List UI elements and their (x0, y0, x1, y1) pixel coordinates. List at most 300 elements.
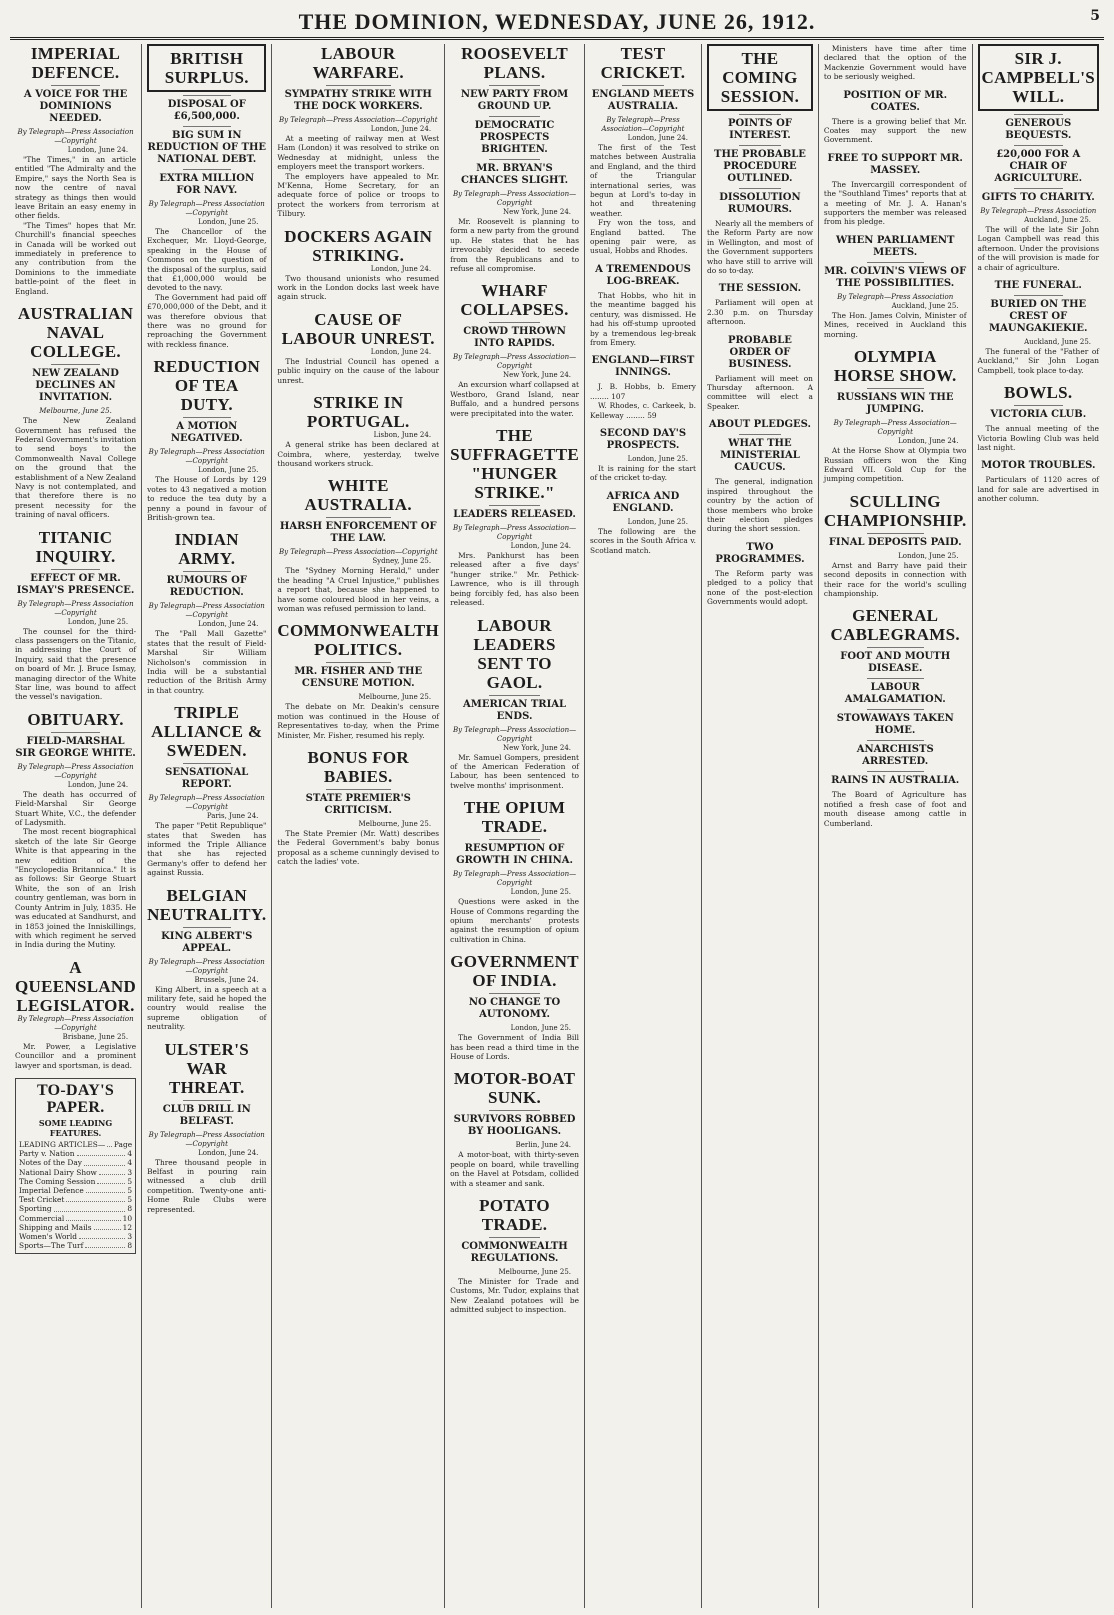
divider (183, 95, 231, 96)
article-paragraph: Mr. Power, a Legislative Councillor and a prominent lawyer and sportsman, is dead. (15, 1041, 137, 1070)
article-paragraph: Parliament will open at 2.30 p.m. on Thursday afternoon. (706, 298, 813, 327)
divider (183, 417, 231, 418)
article-paragraph: The Chancellor of the Exchequer, Mr. Lloyd-George, speaking in the House of Commons on the question of the disposal of the surplus, said that £1,000,000 would be devoted to the navy. (147, 227, 267, 293)
article (450, 426, 579, 607)
article (15, 528, 136, 702)
article-paragraph: Ministers have time after time declared that the option of the Mackenzie Government would have to be seriously weighed. (823, 44, 967, 82)
article-subhead: HARSH ENFORCEMENT OF THE LAW. (279, 521, 437, 545)
article-byline: By Telegraph—Press Association—Copyright (17, 762, 134, 780)
contents-leader (66, 1195, 125, 1202)
article-paragraph: The Board of Agriculture has notified a fresh case of foot and mouth disease among cattle in Cumberland. (823, 790, 967, 828)
article-subhead: SURVIVORS ROBBED BY HOOLIGANS. (453, 1114, 576, 1138)
article-dateline: London, June 25. (898, 551, 959, 560)
article (15, 710, 136, 950)
article (15, 958, 136, 1070)
article-paragraph: The "Pall Mall Gazette" states that the result of Field-Marshal Sir William Nicholson's commission in India will be a substantial reduction of the British Army in that country. (147, 629, 267, 695)
article-byline: By Telegraph—Press Association (980, 207, 1097, 215)
contents-item-label: Shipping and Mails (19, 1222, 92, 1232)
divider (1014, 188, 1063, 189)
article-subhead: BIG SUM IN REDUCTION OF THE NATIONAL DEBT. (147, 130, 267, 165)
article-paragraph: It is raining for the start of the cricket to-day. (590, 463, 696, 483)
divider (489, 116, 541, 117)
article (147, 357, 266, 522)
article-subhead: EXTRA MILLION FOR NAVY. (159, 173, 255, 196)
article-byline: By Telegraph—Press Association—Copyright (452, 353, 577, 371)
article-headline: BELGIAN NEUTRALITY. (147, 885, 267, 924)
masthead (10, 6, 1104, 40)
contents-item-page: 3 (127, 1167, 133, 1177)
article-subhead: CROWD THROWN INTO RAPIDS. (463, 326, 566, 350)
article-subhead: THE PROBABLE PROCEDURE OUTLINED. (714, 149, 806, 184)
article-byline: By Telegraph—Press Association—Copyright (17, 128, 134, 145)
article-headline: BRITISH SURPLUS. (147, 44, 266, 92)
article (277, 44, 439, 219)
article-dateline: Lisbon, June 24. (373, 431, 432, 440)
article-headline: AUSTRALIAN NAVAL COLLEGE. (17, 304, 134, 362)
article-subhead: SECOND DAY'S PROSPECTS. (599, 427, 687, 451)
article (277, 227, 439, 302)
article (450, 952, 579, 1061)
article-paragraph: W. Rhodes, c. Carkeek, b. Kelleway ........ 59 (590, 401, 696, 420)
contents-item (19, 1195, 132, 1204)
article-headline: THE COMING SESSION. (707, 44, 813, 111)
article (824, 606, 967, 828)
article-paragraph: A motor-boat, with thirty-seven people on board, while travelling on the Havel at Potsdam, collided with a steamer and sank. (450, 1150, 580, 1188)
article (824, 347, 967, 484)
article-paragraph: Nearly all the members of the Reform Party are now in Wellington, and most of the Government supporters who have still to arrive will do so to-day. (706, 219, 813, 276)
article-dateline: London, June 24. (370, 347, 432, 356)
article-dateline: London, June 24. (370, 125, 432, 133)
contents-item-label: LEADING ARTICLES— (19, 1139, 106, 1149)
article-headline: CAUSE OF LABOUR UNREST. (281, 309, 435, 348)
article-paragraph: The Industrial Council has opened a public inquiry on the cause of the labour unrest. (277, 356, 440, 385)
article-byline: By Telegraph—Press Association—Copyright (278, 548, 438, 557)
article-byline: By Telegraph—Press Association—Copyright (452, 190, 577, 207)
contents-item (19, 1223, 132, 1232)
article-paragraph: Questions were asked in the House of Commons regarding the opium merchants' protests against the resumption of opium cultivation in China. (450, 897, 580, 944)
contents-leader (99, 1168, 125, 1175)
contents-leader (85, 1241, 125, 1248)
divider (183, 126, 231, 127)
article (15, 44, 136, 296)
article (450, 44, 579, 273)
divider (867, 678, 924, 679)
contents-item-label: National Dairy Show (19, 1167, 97, 1177)
article-headline: INDIAN ARMY. (174, 530, 239, 569)
article-subhead: £20,000 FOR A CHAIR OF AGRICULTURE. (994, 149, 1083, 184)
contents-item (19, 1186, 132, 1195)
article-subhead: RUSSIANS WIN THE JUMPING. (836, 392, 954, 416)
article-subhead: KING ALBERT'S APPEAL. (161, 930, 253, 954)
article-paragraph: King Albert, in a speech at a military fete, said he hoped the country would realise the supreme obligation of neutrality. (147, 984, 267, 1032)
article-subhead: CLUB DRILL IN BELFAST. (162, 1103, 251, 1127)
column-5 (585, 44, 702, 1608)
article-dateline: London, June 24. (898, 437, 959, 446)
article-headline: GENERAL CABLEGRAMS. (830, 606, 960, 645)
article-headline: WHARF COLLAPSES. (460, 281, 569, 320)
article-dateline: London, June 25. (627, 517, 688, 526)
contents-item (19, 1168, 132, 1177)
article-paragraph: The first of the Test matches between Australia and England, and the third of the Triangular international series, was begun at Lord's to-day in hot and threatening weather. (590, 143, 696, 218)
divider (867, 262, 924, 263)
article (147, 886, 266, 1032)
divider (1014, 145, 1063, 146)
article-dateline: Melbourne, June 25. (498, 1268, 572, 1276)
contents-leader (79, 1232, 125, 1239)
divider (739, 114, 781, 115)
article (824, 44, 967, 82)
article-headline: OLYMPIA HORSE SHOW. (833, 347, 957, 386)
column-8 (973, 44, 1105, 1608)
article (277, 476, 439, 613)
contents-item-label: Imperial Defence (19, 1185, 84, 1195)
article-paragraph: Fry won the toss, and England batted. The opening pair were, as usual, Hobbs and Rhodes. (590, 218, 696, 256)
article-dateline: London, June 25. (198, 466, 259, 475)
column-4 (445, 44, 585, 1608)
divider (739, 145, 781, 146)
article-dateline: Melbourne, June 25. (358, 693, 432, 702)
contents-item-label: Commercial (19, 1213, 65, 1223)
article-subhead: A MOTION NEGATIVED. (170, 421, 243, 445)
article-subhead: ENGLAND MEETS AUSTRALIA. (591, 89, 695, 112)
article-headline: LABOUR WARFARE. (312, 44, 404, 82)
article-paragraph: At a meeting of railway men at West Ham (London) it was resolved to strike on Wednesday at midnight, unless the employers meet the transport workers. (277, 134, 440, 172)
divider (489, 1110, 541, 1111)
article-subhead: PROBABLE ORDER OF BUSINESS. (728, 334, 792, 370)
article-subhead: FINAL DEPOSITS PAID. (828, 536, 962, 548)
contents-item-page: 5 (127, 1185, 133, 1195)
article-subhead: BURIED ON THE CREST OF MAUNGAKIEKIE. (989, 299, 1088, 335)
article-dateline: London, June 25. (198, 218, 259, 226)
article-headline: SIR J. CAMPBELL'S WILL. (978, 44, 1100, 111)
article-headline: WHITE AUSTRALIA. (304, 476, 412, 515)
article-paragraph: Particulars of 1120 acres of land for sale are advertised in another column. (977, 475, 1100, 504)
article-dateline: London, June 24. (198, 1148, 259, 1157)
contents-item (19, 1214, 132, 1223)
article-subhead: ENGLAND—FIRST INNINGS. (591, 355, 695, 379)
column-3 (272, 44, 445, 1608)
article-dateline: London, June 24. (67, 780, 129, 789)
article-headline: THE SUFFRAGETTE "HUNGER STRIKE." (450, 426, 580, 503)
article-dateline: Paris, June 24. (206, 812, 259, 821)
divider (739, 188, 781, 189)
article-subhead: FREE TO SUPPORT MR. MASSEY. (827, 152, 963, 176)
article-paragraph: The employers have appealed to Mr. M'Kenna, Home Secretary, for an adequate force of police or troops to protect the workers from terrorism at Tilbury. (277, 171, 440, 219)
contents-item-page: 8 (127, 1204, 133, 1214)
article-paragraph: The Government of India Bill has been read a third time in the House of Lords. (450, 1033, 580, 1061)
contents-item-page: 8 (127, 1241, 133, 1251)
divider (867, 388, 924, 389)
divider (739, 434, 781, 435)
contents-leader (107, 1140, 112, 1147)
article-paragraph: The "Sydney Morning Herald," under the heading "A Cruel Injustice," publishes a report that, because she happened to have some coloured blood in her veins, a woman was refused permission to land. (277, 566, 440, 613)
article-paragraph: Mr. Roosevelt is planning to form a new party from the ground up. He states that he has irrevocably decided to secede from the Republicans and to refuse all compromise. (450, 217, 580, 274)
article-headline: BONUS FOR BABIES. (307, 747, 409, 786)
article-headline: SCULLING CHAMPIONSHIP. (823, 491, 967, 530)
article-subhead: VICTORIA CLUB. (990, 409, 1087, 421)
article-dateline: Auckland, June 25. (1024, 216, 1092, 224)
contents-item (19, 1177, 132, 1186)
article-subhead: NEW ZEALAND DECLINES AN INVITATION. (32, 368, 119, 404)
article-subhead: WHAT THE MINISTERIAL CAUCUS. (720, 438, 800, 474)
contents-leader (97, 1177, 125, 1184)
article (590, 44, 696, 256)
article-subhead: A TREMENDOUS LOG-BREAK. (595, 263, 691, 287)
contents-item-page: 5 (127, 1176, 133, 1186)
contents-item-label: Women's World (19, 1231, 78, 1241)
article (824, 235, 967, 339)
contents-leader (54, 1204, 126, 1211)
divider (51, 732, 99, 733)
masthead-title: THE DOMINION, WEDNESDAY, JUNE 26, 1912. (298, 8, 816, 34)
article-subhead: NEW PARTY FROM GROUND UP. (460, 89, 569, 112)
article-paragraph: The Minister for Trade and Customs, Mr. Tudor, explains that New Zealand potatoes will be admitted subject to inspection. (450, 1277, 580, 1315)
article-subhead: AFRICA AND ENGLAND. (606, 490, 680, 514)
article-subhead: WHEN PARLIAMENT MEETS. (835, 234, 955, 258)
article-dateline: London, June 24. (370, 264, 432, 273)
article-subhead: MR. FISHER AND THE CENSURE MOTION. (294, 666, 423, 690)
article-subhead: DISSOLUTION RUMOURS. (719, 192, 801, 215)
divider (183, 1100, 231, 1101)
article-subhead: TWO PROGRAMMES. (715, 541, 805, 565)
article (450, 1069, 579, 1188)
article-headline: IMPERIAL DEFENCE. (30, 44, 121, 82)
divider (489, 159, 541, 160)
contents-leader (84, 1158, 125, 1165)
article-dateline: Auckland, June 25. (891, 301, 959, 310)
article (978, 44, 1100, 272)
divider (489, 505, 541, 506)
article-paragraph: "The Times," in an article entitled "The Admiralty and the Empire," says the North Sea is now the centre of naval strategy as things then would leave Britain an easy enemy in other fields. (15, 155, 137, 221)
article-headline: TEST CRICKET. (600, 44, 686, 82)
article-subhead: FOOT AND MOUTH DISEASE. (840, 651, 951, 675)
contents-item-page: Page (113, 1139, 133, 1149)
article (147, 530, 266, 695)
article-subhead: RESUMPTION OF GROWTH IN CHINA. (456, 843, 574, 867)
divider (489, 695, 541, 696)
article-dateline: New York, June 24. (502, 743, 572, 752)
divider (1014, 295, 1063, 296)
article (450, 616, 579, 791)
divider (183, 763, 231, 764)
article-headline: TITANIC INQUIRY. (35, 527, 116, 566)
article (707, 419, 813, 533)
contents-item (19, 1204, 132, 1213)
article-dateline: London, June 24. (627, 134, 688, 142)
article-paragraph: The Hon. James Colvin, Minister of Mines, received in Auckland this morning. (823, 310, 967, 339)
contents-item-label: The Coming Session (19, 1176, 96, 1186)
article (277, 310, 439, 385)
article-dateline: New York, June 24. (502, 208, 572, 216)
article-byline: By Telegraph—Press Association—Copyright (833, 419, 957, 437)
article-paragraph: The annual meeting of the Victoria Bowling Club was held last night. (977, 424, 1100, 453)
divider (183, 927, 231, 928)
article-dateline: London, June 25. (627, 454, 688, 463)
article-byline: By Telegraph—Press Association—Copyright (601, 116, 685, 133)
article-paragraph: Parliament will meet on Thursday afternoon. A committee will elect a Speaker. (706, 373, 813, 411)
article-subhead: ANARCHISTS ARRESTED. (856, 744, 934, 768)
contents-item (19, 1241, 132, 1250)
article (450, 798, 579, 944)
contents-leader (77, 1149, 126, 1156)
article (147, 1040, 266, 1214)
divider (326, 517, 391, 518)
contents-item-label: Notes of the Day (19, 1158, 82, 1168)
page-number: 5 (1090, 8, 1100, 24)
divider (326, 789, 391, 790)
divider (489, 322, 541, 323)
article-paragraph: The death has occurred of Field-Marshal Sir George Stuart White, V.C., the defender of Ladysmith. (15, 789, 137, 828)
article-subhead: RAINS IN AUSTRALIA. (831, 775, 960, 787)
article-headline: THE OPIUM TRADE. (463, 798, 566, 837)
article-headline: OBITUARY. (27, 709, 124, 729)
article-headline: GOVERNMENT OF INDIA. (450, 952, 579, 991)
article (147, 703, 266, 877)
article-subhead: ABOUT PLEDGES. (708, 419, 811, 431)
article (978, 280, 1100, 375)
article-subhead: LABOUR AMALGAMATION. (844, 682, 946, 706)
contents-item-label: Sporting (19, 1204, 52, 1214)
contents-lead: SOME LEADING FEATURES. (38, 1117, 113, 1138)
article-subhead: LEADERS RELEASED. (453, 509, 576, 521)
article-subhead: THE FUNERAL. (994, 280, 1082, 292)
contents-item-label: Party v. Nation (19, 1149, 75, 1159)
article-headline: REDUCTION OF TEA DUTY. (153, 357, 261, 415)
article-byline: By Telegraph—Press Association—Copyright (452, 870, 577, 888)
contents-item-page: 5 (127, 1195, 133, 1205)
article-paragraph: The New Zealand Government has refused the Federal Government's invitation to send boys to the Commonwealth Naval College on the ground that the establishment of a New Zealand Navy is not contemplated, and that therefore there is no present necessity for the training of naval officers. (15, 416, 137, 520)
contents-item-page: 3 (127, 1231, 133, 1241)
article-headline: STRIKE IN PORTUGAL. (306, 393, 410, 432)
article-subhead: POSITION OF MR. COATES. (843, 89, 948, 113)
article-subhead: MOTOR TROUBLES. (981, 460, 1096, 472)
divider (326, 85, 391, 86)
article (824, 90, 967, 145)
contents-item-page: 4 (127, 1158, 133, 1168)
article-dateline: Brisbane, June 25. (62, 1032, 129, 1041)
contents-item (19, 1149, 132, 1158)
contents-title: TO-DAY'S PAPER. (36, 1081, 115, 1116)
article-headline: TRIPLE ALLIANCE & SWEDEN. (151, 703, 263, 761)
divider (489, 85, 541, 86)
article-paragraph: The general, indignation inspired throughout the country by the action of those members who broke their election pledges during the short session. (706, 477, 813, 534)
divider (867, 533, 924, 534)
divider (867, 647, 924, 648)
article (707, 335, 813, 412)
divider (489, 993, 541, 994)
contents-item-page: 10 (122, 1213, 133, 1223)
divider (489, 839, 541, 840)
article-dateline: London, June 25. (67, 617, 129, 626)
article-dateline: New York, June 24. (502, 371, 572, 380)
article-subhead: SENSATIONAL REPORT. (165, 767, 249, 791)
article-byline: By Telegraph—Press Association—Copyright (148, 794, 265, 812)
article-subhead: EFFECT OF MR. ISMAY'S PRESENCE. (16, 572, 135, 596)
article-paragraph: An excursion wharf collapsed at Westboro, Grand Island, near Buffalo, and a hundred persons were precipitated into the water. (450, 380, 580, 418)
article (978, 460, 1100, 503)
article-subhead: STATE PREMIER'S CRITICISM. (305, 792, 411, 816)
article-subhead: MR. COLVIN'S VIEWS OF THE POSSIBILITIES. (824, 265, 967, 289)
divider (867, 709, 924, 710)
article-byline: By Telegraph—Press Association—Copyright (17, 1014, 134, 1032)
article-paragraph: The debate on Mr. Deakin's censure motion was continued in the House of Representatives to-day, when the Prime Minister, Mr. Fisher, resumed his reply. (277, 702, 440, 740)
article-headline: LABOUR LEADERS SENT TO GAOL. (473, 615, 556, 692)
article-dateline: Melbourne, June 25. (358, 819, 432, 828)
article (277, 748, 439, 867)
columns-container (10, 44, 1104, 1608)
article-paragraph: The Invercargill correspondent of the "Southland Times" reports that at a meeting of Mr. J. A. Hanan's supporters the member was released from his pledge. (823, 179, 967, 227)
article-paragraph: The will of the late Sir John Logan Campbell was read this afternoon. Under the provisions of the will provision is made for a chair of agriculture. (977, 225, 1100, 272)
article (590, 264, 696, 347)
article-paragraph: The most recent biographical sketch of the late Sir George White is that appearing in the new edition of the "Encyclopedia Britannica." It is as follows: Sir George Stuart White, the son of an Irish country gentleman, was born in County Antrim in July, 1835. He was educated at Sandhurst, and in 1853 joined the Inniskillings, with which regiment he served in India during the Mutiny. (15, 827, 137, 950)
article-dateline: London, June 24. (510, 542, 572, 551)
article-byline: By Telegraph—Press Association—Copyright (148, 602, 265, 620)
article-dateline: London, June 24. (67, 146, 129, 154)
article-dateline: Brussels, June 24. (194, 975, 259, 984)
contents-item-page: 12 (122, 1222, 133, 1232)
article (590, 428, 696, 483)
article-subhead: NO CHANGE TO AUTONOMY. (468, 997, 561, 1021)
article-headline: ROOSEVELT PLANS. (461, 44, 569, 82)
article-dateline: Berlin, June 24. (515, 1141, 572, 1150)
contents-item (19, 1140, 132, 1149)
article-paragraph: The funeral of the "Father of Auckland," Sir John Logan Campbell, took place to-day. (977, 347, 1100, 375)
article-subhead: AMERICAN TRIAL ENDS. (463, 698, 567, 722)
article-subhead: A VOICE FOR THE DOMINIONS NEEDED. (23, 89, 128, 124)
article-byline: By Telegraph—Press Association—Copyright (148, 448, 265, 466)
article (824, 153, 967, 227)
article-subhead: FIELD-MARSHAL SIR GEORGE WHITE. (15, 735, 136, 759)
article-dateline: Auckland, June 25. (1024, 338, 1092, 347)
contents-item-label: Test Cricket (19, 1195, 65, 1205)
article-paragraph: There is a growing belief that Mr. Coates may support the new Government. (823, 116, 967, 145)
divider (183, 571, 231, 572)
article-byline: By Telegraph—Press Association—Copyright (148, 1130, 265, 1148)
article-byline: By Telegraph—Press Association—Copyright (452, 725, 577, 743)
article-byline: By Telegraph—Press Association—Copyright (148, 200, 265, 217)
divider (622, 85, 664, 86)
article-subhead: SYMPATHY STRIKE WITH THE DOCK WORKERS. (284, 89, 432, 112)
article-paragraph: Mrs. Pankhurst has been released after a five days' "hunger strike." Mr. Pethick-Lawrence, who is ill through being forcibly fed, has also been released. (450, 551, 580, 608)
article (277, 621, 439, 740)
divider (51, 569, 99, 570)
article-dateline: Sydney, June 25. (372, 557, 432, 566)
column-7 (819, 44, 973, 1608)
article-byline: By Telegraph—Press Association—Copyright (148, 957, 265, 975)
column-1 (10, 44, 142, 1608)
article-paragraph: The following are the scores in the South Africa v. Scotland match. (590, 526, 696, 555)
article-paragraph: The Government had paid off £70,000,000 of the Debt, and it was therefore obvious that there was no ground for reproaching the Government with reckless finance. (147, 292, 267, 349)
article-subhead: MR. BRYAN'S CHANCES SLIGHT. (460, 163, 569, 186)
divider (867, 771, 924, 772)
article-paragraph: A general strike has been declared at Coimbra, where, yesterday, twelve thousand workers struck. (277, 440, 440, 468)
column-2 (142, 44, 272, 1608)
article-headline: POTATO TRADE. (479, 1196, 550, 1234)
article-byline: By Telegraph—Press Association—Copyright (278, 116, 438, 124)
article-byline: By Telegraph—Press Association—Copyright (452, 524, 577, 542)
article-dateline: London, June 25. (510, 888, 572, 897)
article-subhead: RUMOURS OF REDUCTION. (166, 575, 247, 599)
article-subhead: GENEROUS BEQUESTS. (1005, 118, 1072, 141)
divider (1014, 405, 1063, 406)
article (450, 281, 579, 418)
divider (867, 740, 924, 741)
article-subhead: POINTS OF INTEREST. (727, 118, 792, 141)
divider (326, 662, 391, 663)
article-paragraph: The Reform party was pledged to a policy that none of the post-election Governments would adopt. (706, 568, 813, 606)
article (590, 491, 696, 555)
article-paragraph: J. B. Hobbs, b. Emery ........ 107 (590, 382, 696, 401)
